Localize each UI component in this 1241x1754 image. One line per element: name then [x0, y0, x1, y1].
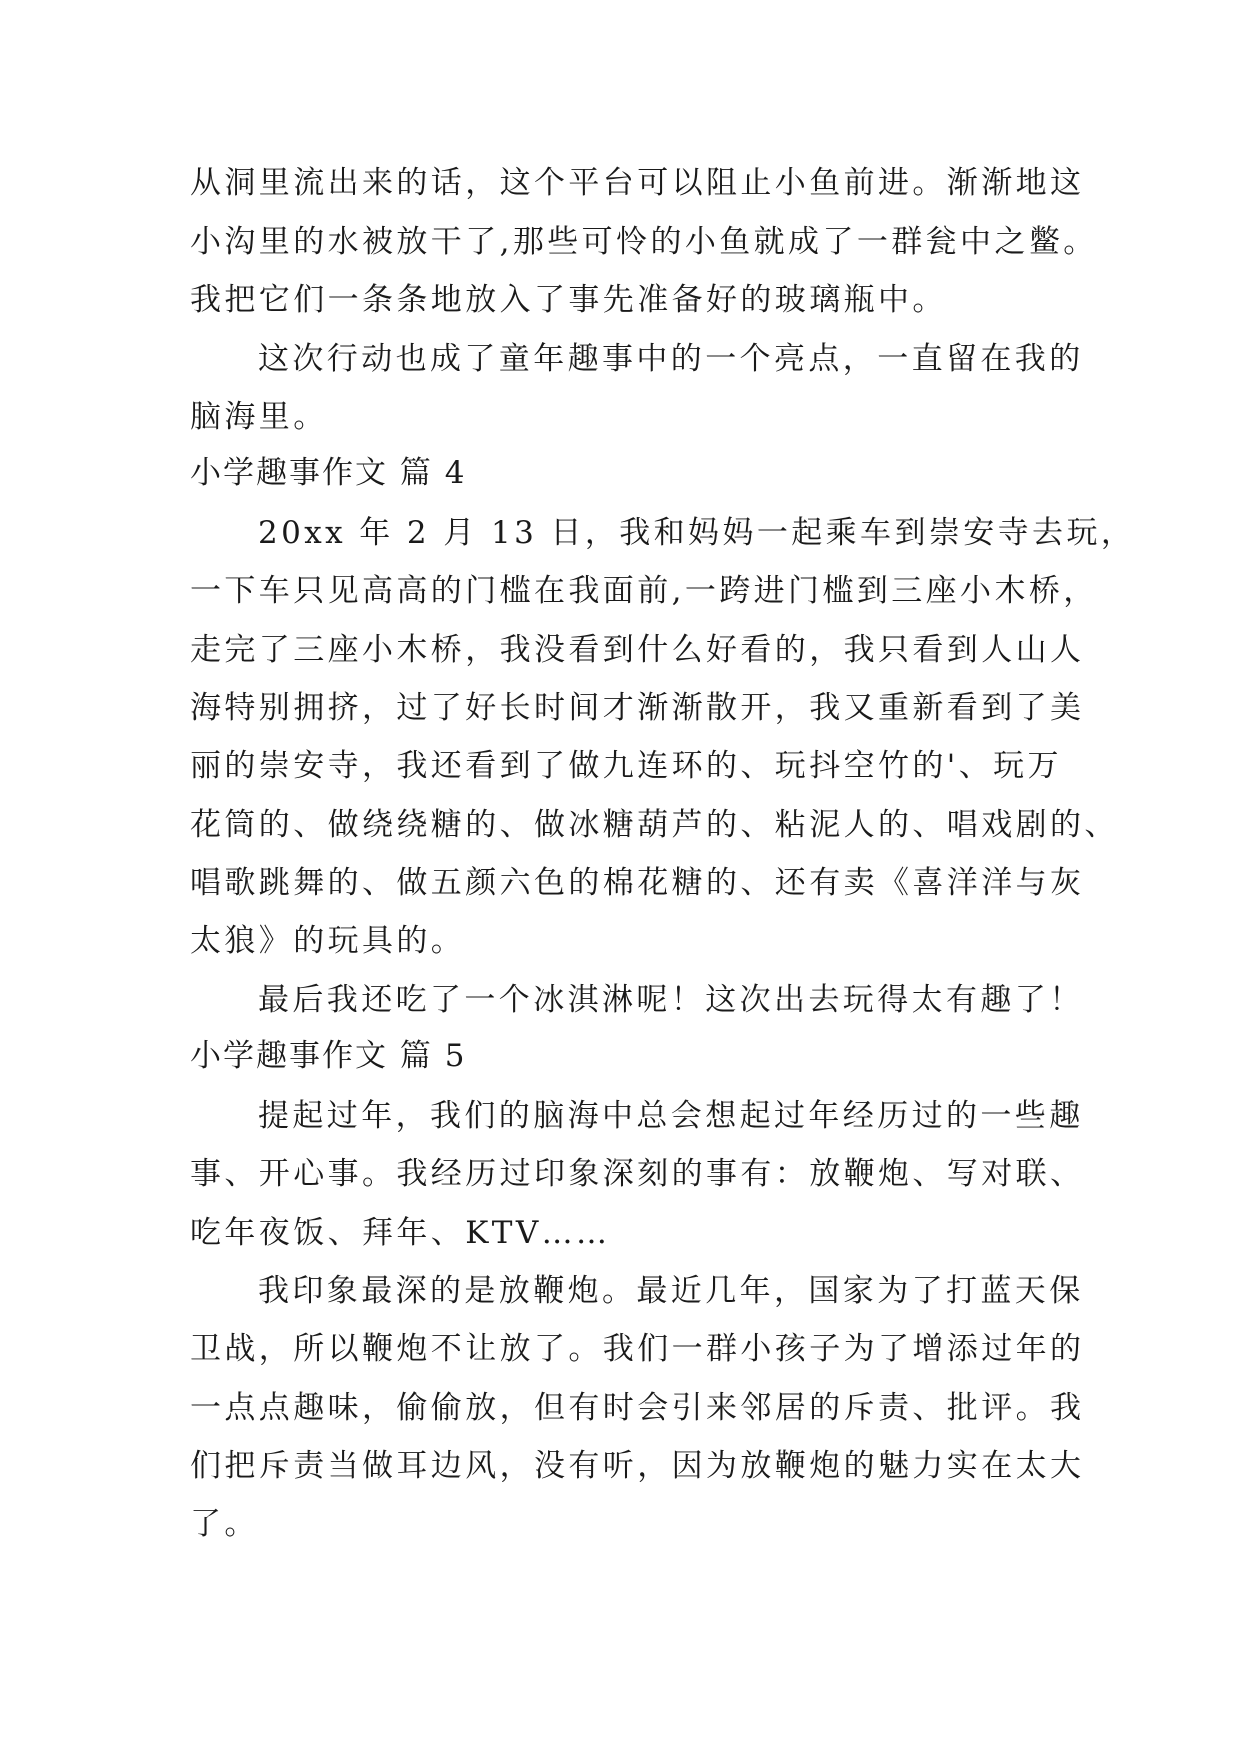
text-line: 我把它们一条条地放入了事先准备好的玻璃瓶中。	[190, 282, 947, 318]
text-line: 我印象最深的是放鞭炮。最近几年，国家为了打蓝天保	[258, 1273, 1084, 1309]
text-line: 太狼》的玩具的。	[190, 923, 466, 959]
text-line: 一点点趣味，偷偷放，但有时会引来邻居的斥责、批评。我	[190, 1390, 1085, 1426]
text-line: 提起过年，我们的脑海中总会想起过年经历过的一些趣	[258, 1098, 1084, 1134]
section-heading: 小学趣事作文 篇 5	[190, 1038, 467, 1074]
text-line: 卫战，所以鞭炮不让放了。我们一群小孩子为了增添过年的	[190, 1331, 1085, 1367]
text-line: 走完了三座小木桥，我没看到什么好看的，我只看到人山人	[190, 632, 1085, 668]
text-line: 一下车只见高高的门槛在我面前,一跨进门槛到三座小木桥，	[190, 573, 1098, 609]
text-line: 这次行动也成了童年趣事中的一个亮点，一直留在我的	[258, 341, 1084, 377]
section-heading: 小学趣事作文 篇 4	[190, 455, 467, 491]
text-line: 吃年夜饭、拜年、KTV……	[190, 1215, 611, 1251]
text-line: 们把斥责当做耳边风，没有听，因为放鞭炮的魅力实在太大	[190, 1448, 1085, 1484]
text-line: 20xx 年 2 月 13 日，我和妈妈一起乘车到崇安寺去玩，	[258, 515, 1136, 551]
text-line: 唱歌跳舞的、做五颜六色的棉花糖的、还有卖《喜洋洋与灰	[190, 865, 1085, 901]
text-line: 脑海里。	[190, 399, 328, 435]
text-line: 丽的崇安寺，我还看到了做九连环的、玩抖空竹的'、玩万	[190, 748, 1062, 784]
text-line: 事、开心事。我经历过印象深刻的事有：放鞭炮、写对联、	[190, 1156, 1085, 1192]
text-line: 海特别拥挤，过了好长时间才渐渐散开，我又重新看到了美	[190, 690, 1085, 726]
text-line: 花筒的、做绕绕糖的、做冰糖葫芦的、粘泥人的、唱戏剧的、	[190, 807, 1119, 843]
text-line: 了。	[190, 1506, 259, 1542]
text-line: 小沟里的水被放干了,那些可怜的小鱼就成了一群瓮中之鳖。	[190, 224, 1098, 260]
text-line: 从洞里流出来的话，这个平台可以阻止小鱼前进。渐渐地这	[190, 165, 1085, 201]
text-line: 最后我还吃了一个冰淇淋呢！这次出去玩得太有趣了！	[258, 982, 1084, 1018]
